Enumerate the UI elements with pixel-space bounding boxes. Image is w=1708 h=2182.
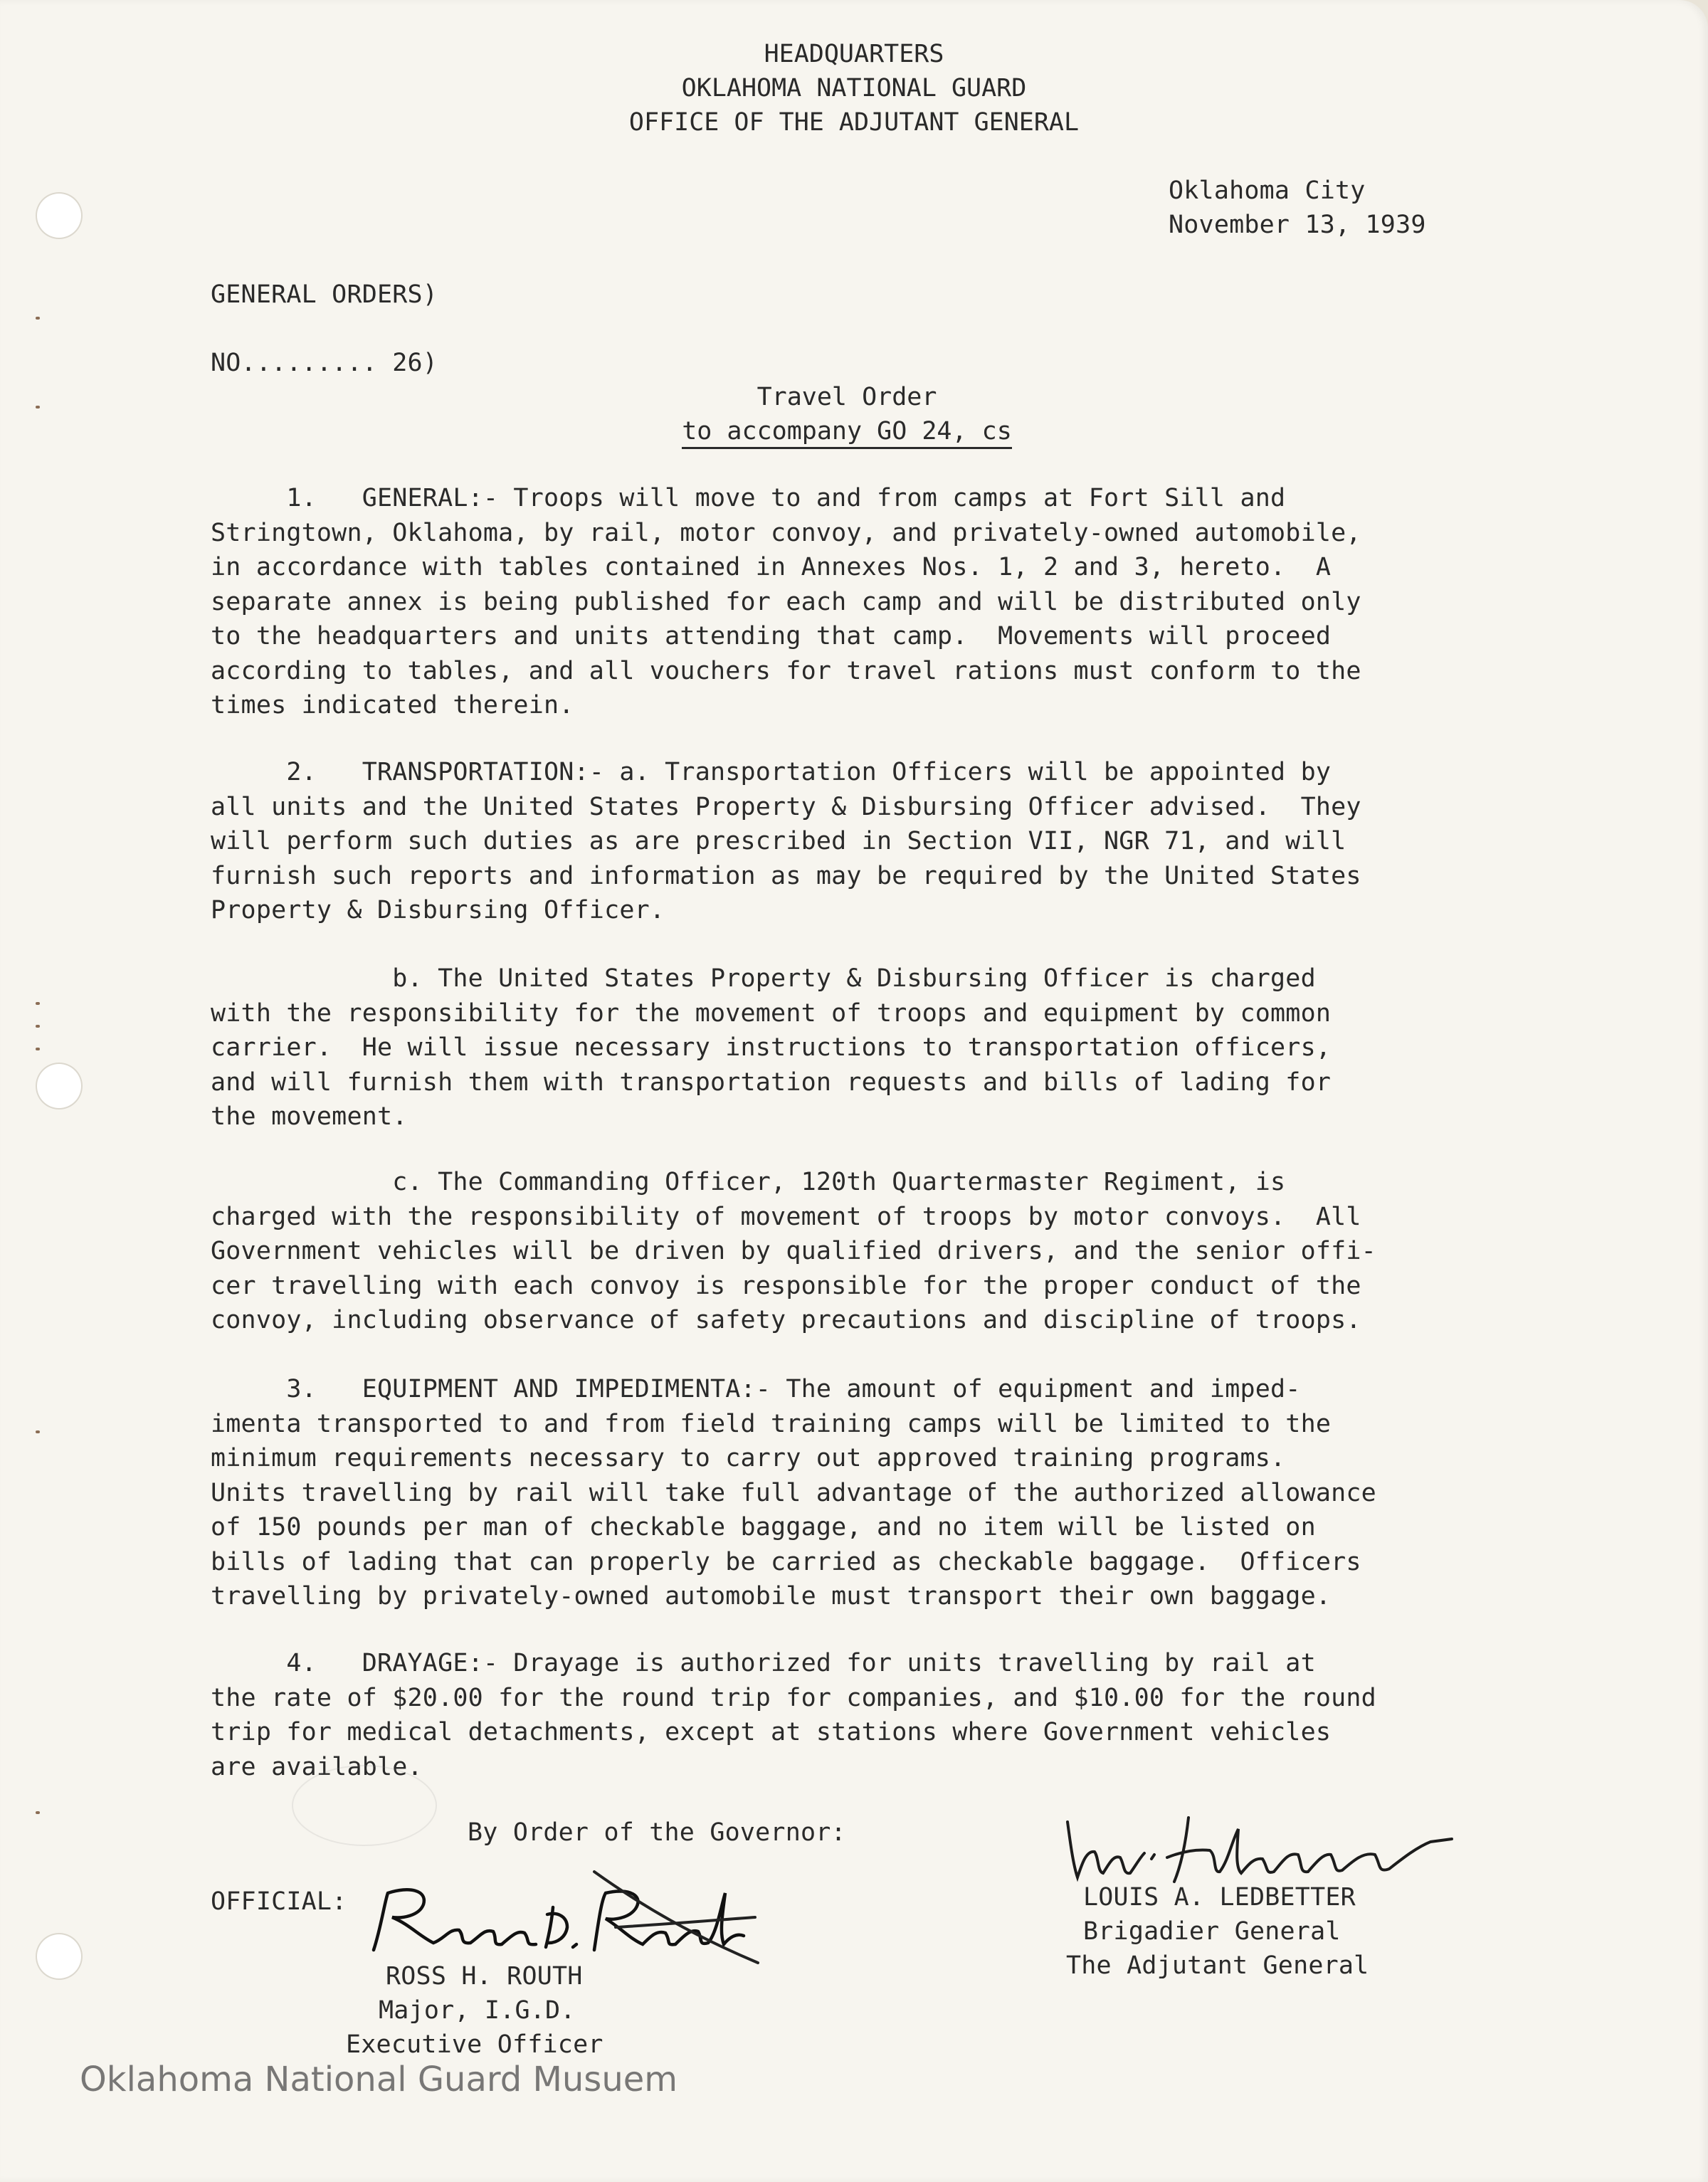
margin-mark (36, 406, 40, 409)
margin-mark (36, 1002, 40, 1005)
title-line-2 (569, 414, 1124, 448)
margin-mark (36, 317, 40, 320)
routh-signature (359, 1865, 758, 1971)
paragraph-2b: b. The United States Property & Disbursing Officer is charged with the responsibility for the movement of troops and equipment by common carrier. He will issue necessary instructions to transportation officers, and will furnish them with transportation requests and bills of lading for the movement. (211, 964, 1332, 1131)
place: Oklahoma City (1169, 176, 1366, 205)
paragraph-4-drayage: 4. DRAYAGE:- Drayage is authorized for units travelling by rail at the rate of $20.00 for the round trip for companies, and $10.00 for the round trip for medical detachments, except at stations where Government vehicles are available. (211, 1649, 1376, 1781)
margin-mark (36, 1048, 40, 1050)
faded-stamp (292, 1765, 437, 1846)
museum-watermark: Oklahoma National Guard Musuem (80, 2060, 678, 2099)
binder-hole-bottom (37, 1934, 81, 1978)
left-signer-title: Executive Officer (346, 2030, 603, 2059)
margin-mark (36, 1430, 40, 1433)
binder-hole-middle (37, 1064, 81, 1108)
paragraph-1-general: 1. GENERAL:- Troops will move to and from camps at Fort Sill and Stringtown, Oklahoma, by rail, motor convoy, and privately-owned automobile, in accordance with tables contained in Annexes Nos. 1, 2 and 3, hereto. A separate annex is being published for each camp and will be distributed only to the headquarters and units attending that camp. Movements will proceed according to tables, and all vouchers for travel rations must conform to the times indicated therein. (211, 484, 1361, 720)
right-signer-name: LOUIS A. LEDBETTER (1083, 1883, 1356, 1912)
binder-hole-top (37, 194, 81, 238)
official-label: OFFICIAL: (211, 1887, 347, 1916)
margin-mark (36, 1025, 40, 1028)
header-line-3: OFFICE OF THE ADJUTANT GENERAL (628, 108, 1080, 137)
paragraph-2a-transportation: 2. TRANSPORTATION:- a. Transportation Officers will be appointed by all units and the United States Property & Disbursing Officer advised. They will perform such duties as are prescribed in Section VII, NGR 71, and will furnish such reports and information as may be required by the United States Property & Disbursing Officer. (211, 758, 1361, 924)
right-signer-rank: Brigadier General (1083, 1917, 1341, 1946)
right-signer-title: The Adjutant General (1066, 1951, 1369, 1980)
margin-mark (36, 1811, 40, 1814)
title-subtitle: to accompany GO 24, cs (682, 417, 1012, 449)
by-order-line: By Order of the Governor: (468, 1818, 846, 1847)
date: November 13, 1939 (1169, 211, 1426, 239)
order-number: NO......... 26) (211, 349, 438, 377)
left-signer-name: ROSS H. ROUTH (386, 1962, 583, 1991)
left-signer-rank: Major, I.G.D. (379, 1996, 576, 2025)
header-line-1: HEADQUARTERS (764, 40, 944, 68)
paragraph-2c: c. The Commanding Officer, 120th Quartermaster Regiment, is charged with the responsibility of movement of troops by motor convoys. All Government vehicles will be driven by qualified drivers, and the senior offi- cer travelling with each convoy is responsible for the proper conduct of the convoy, including observance of safety precautions and discipline of troops. (211, 1168, 1376, 1334)
header-line-2: OKLAHOMA NATIONAL GUARD (681, 74, 1027, 102)
general-orders-label: GENERAL ORDERS) (211, 280, 438, 309)
title-line-1: Travel Order (757, 383, 937, 411)
paragraph-3-equipment: 3. EQUIPMENT AND IMPEDIMENTA:- The amount of equipment and imped- imenta transported to and from field training camps will be limited to the minimum requirements necessary to carry out approved training programs. Units travelling by rail will take full advantage of the authorized allowance of 150 pounds per man of checkable baggage, and no item will be listed on bills of lading that can properly be carried as checkable baggage. Officers travelling by privately-owned automobile must transport their own baggage. (211, 1375, 1376, 1611)
